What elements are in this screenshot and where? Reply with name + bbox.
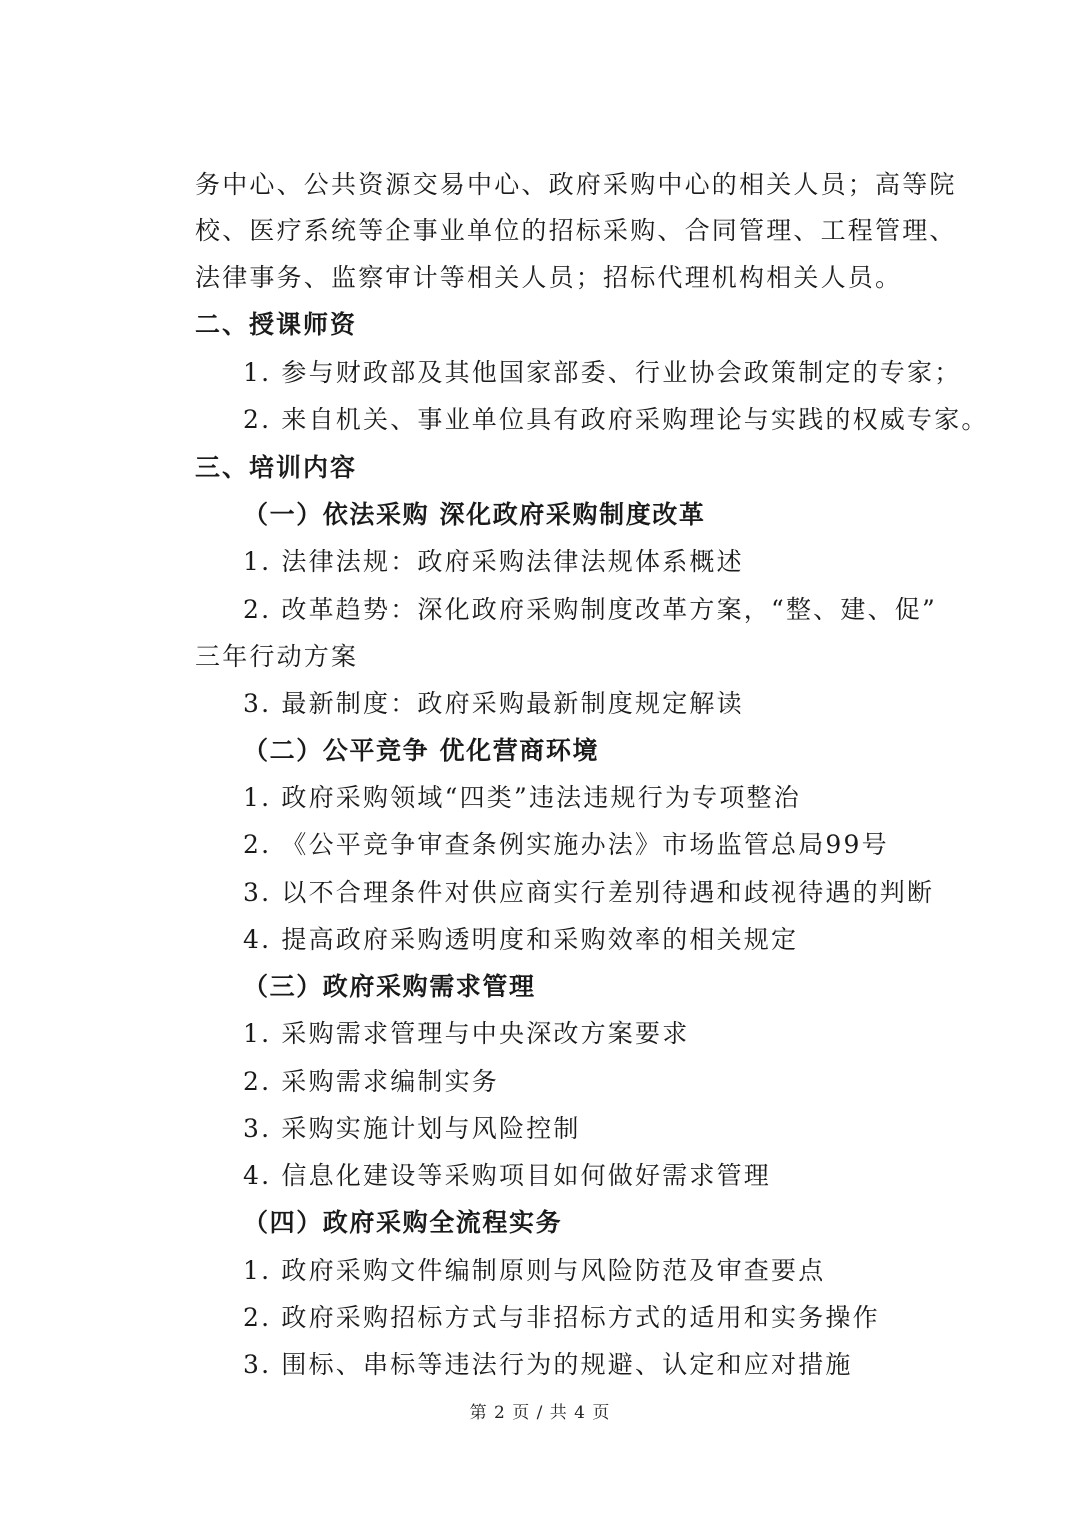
intro-line-2: 校、医疗系统等企事业单位的招标采购、合同管理、工程管理、 (195, 216, 957, 245)
part-1-item-3: 3. 最新制度：政府采购最新制度规定解读 (243, 689, 744, 718)
section-3-title: 三、培训内容 (195, 453, 358, 482)
part-3-item-3: 3. 采购实施计划与风险控制 (243, 1114, 581, 1143)
part-4-title: （四）政府采购全流程实务 (243, 1208, 563, 1237)
part-3-item-4: 4. 信息化建设等采购项目如何做好需求管理 (243, 1161, 772, 1190)
part-1-title: （一）依法采购 深化政府采购制度改革 (243, 500, 706, 529)
part-2-item-2: 2. 《公平竞争审查条例实施办法》市场监管总局99号 (243, 830, 889, 859)
section-2-item-1: 1. 参与财政部及其他国家部委、行业协会政策制定的专家； (243, 358, 962, 387)
section-2-title: 二、授课师资 (195, 310, 358, 339)
intro-line-3: 法律事务、监察审计等相关人员；招标代理机构相关人员。 (195, 263, 903, 292)
part-2-item-3: 3. 以不合理条件对供应商实行差别待遇和歧视待遇的判断 (243, 878, 935, 907)
part-3-item-2: 2. 采购需求编制实务 (243, 1067, 499, 1096)
part-4-item-1: 1. 政府采购文件编制原则与风险防范及审查要点 (243, 1256, 826, 1285)
part-3-title: （三）政府采购需求管理 (243, 972, 536, 1001)
part-2-title: （二）公平竞争 优化营商环境 (243, 736, 600, 765)
part-1-item-1: 1. 法律法规：政府采购法律法规体系概述 (243, 547, 744, 576)
part-4-item-3: 3. 围标、串标等违法行为的规避、认定和应对措施 (243, 1350, 853, 1379)
part-1-item-2: 2. 改革趋势：深化政府采购制度改革方案，“整、建、促” (243, 595, 937, 624)
part-3-item-1: 1. 采购需求管理与中央深改方案要求 (243, 1019, 690, 1048)
part-2-item-1: 1. 政府采购领域“四类”违法违规行为专项整治 (243, 783, 801, 812)
page-number-footer: 第 2 页 / 共 4 页 (469, 1403, 611, 1423)
intro-line-1: 务中心、公共资源交易中心、政府采购中心的相关人员；高等院 (195, 170, 957, 199)
section-2-item-2: 2. 来自机关、事业单位具有政府采购理论与实践的权威专家。 (243, 405, 989, 434)
part-4-item-2: 2. 政府采购招标方式与非招标方式的适用和实务操作 (243, 1303, 880, 1332)
part-1-item-2-cont: 三年行动方案 (195, 642, 359, 671)
part-2-item-4: 4. 提高政府采购透明度和采购效率的相关规定 (243, 925, 799, 954)
